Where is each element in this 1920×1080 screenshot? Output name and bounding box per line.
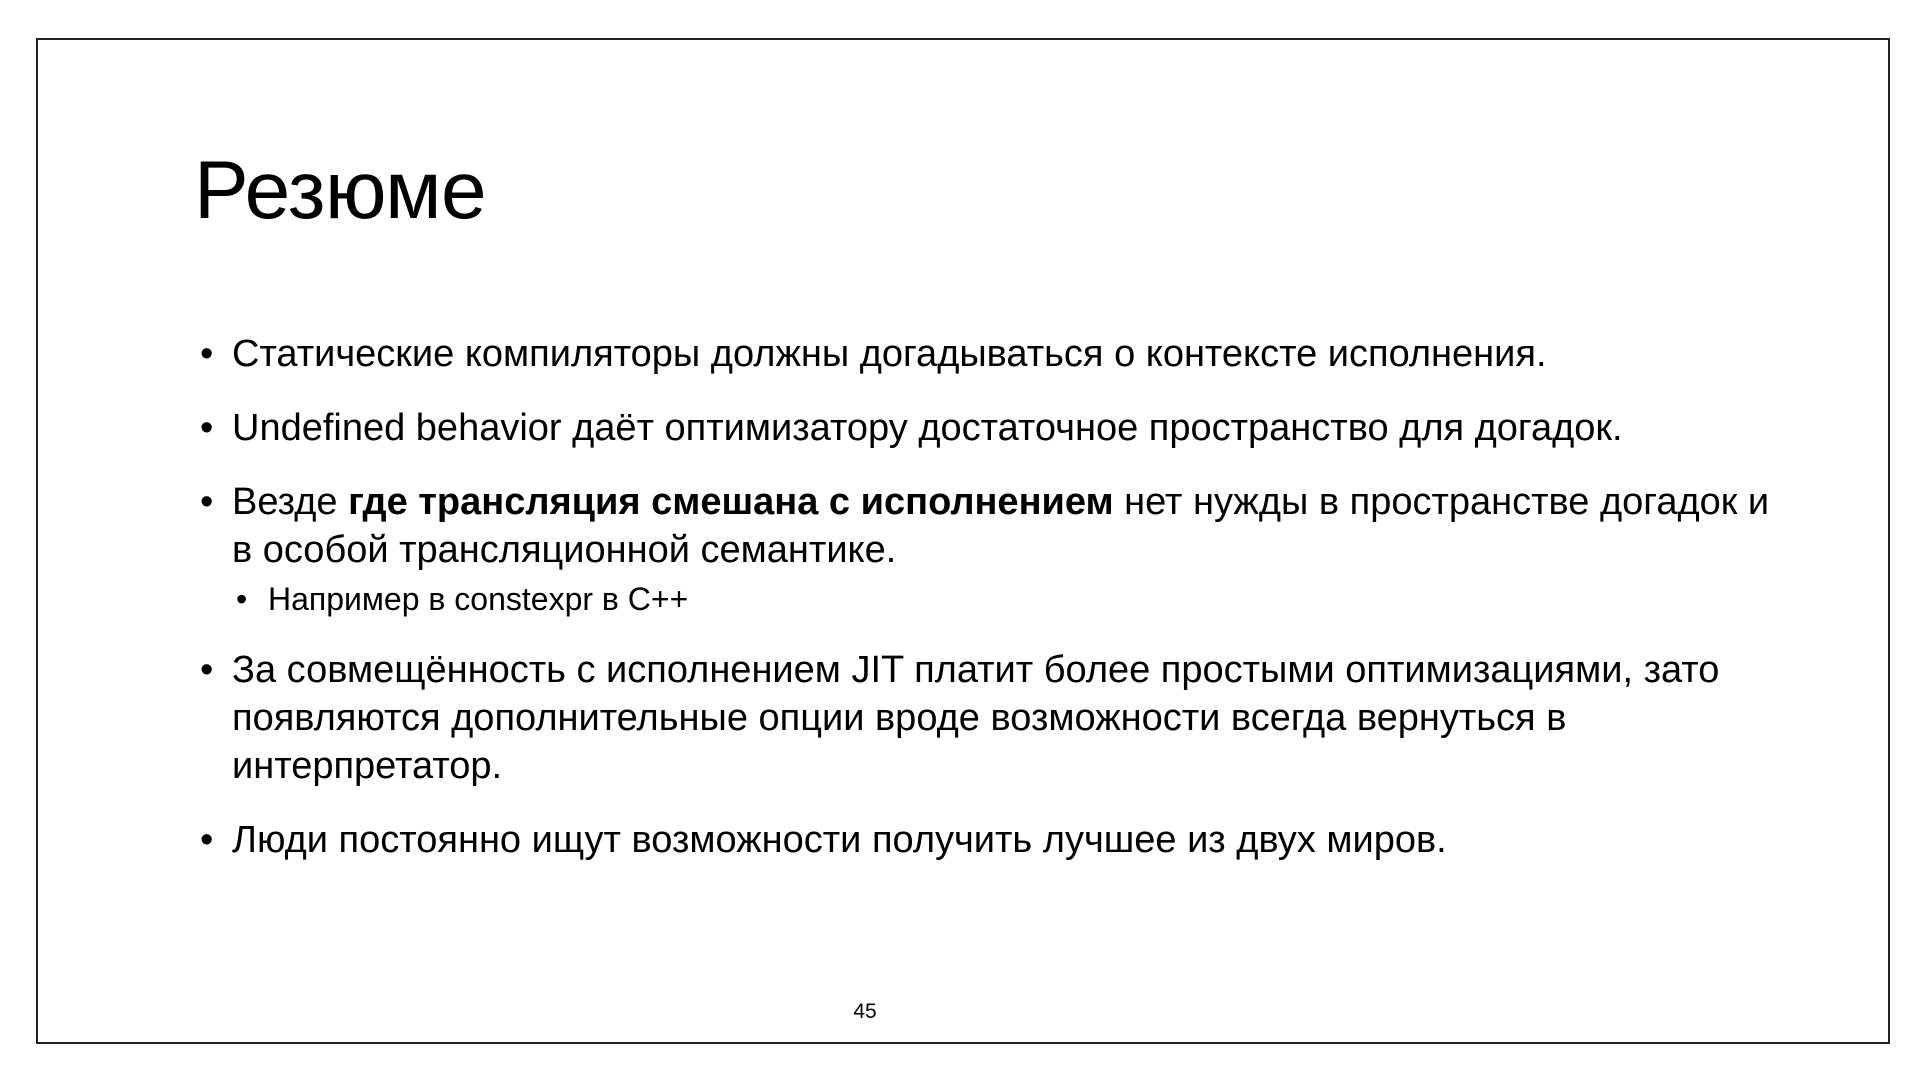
sub-bullet-dot: • [236,581,248,617]
bullet-dot: • [200,819,214,861]
bullet-item-undefined-behavior [200,404,1780,452]
bullet-dot: • [200,407,214,449]
bullet-text: За совмещённость с исполнением JIT платит более простыми оптимизациями, зато появляются дополнительные опции вроде возможности всегда вернуться в интерпретатор. [232,649,1720,787]
bullet-text-bold: где трансляция смешана с исполнением [348,481,1114,523]
sub-bullet-text: Например в constexpr в C++ [268,581,689,617]
bullet-item-jit [200,646,1780,790]
sub-bullet-list [232,578,1780,620]
bullet-dot: • [200,333,214,375]
bullet-item-translation-execution [200,478,1780,620]
bullet-item-best-of-both-worlds [200,816,1780,864]
bullet-list [200,330,1780,864]
page-number: 45 [853,1000,877,1023]
bullet-text [232,481,1769,571]
bullet-text: Undefined behavior даёт оптимизатору достаточное пространство для догадок. [232,407,1623,449]
bullet-dot: • [200,481,214,523]
bullet-text-after: нет нужды в пространстве догадок и в особой трансляционной семантике. [232,481,1770,571]
bullet-text: Люди постоянно ищут возможности получить лучшее из двух миров. [232,819,1447,861]
sub-bullet-item-constexpr [232,578,1780,620]
slide-title: Резюме [194,145,487,236]
bullet-item-static-compilers [200,330,1780,378]
bullet-text-before: Везде [232,481,349,523]
bullet-dot: • [200,649,214,691]
bullet-text: Статические компиляторы должны догадываться о контексте исполнения. [232,333,1547,375]
